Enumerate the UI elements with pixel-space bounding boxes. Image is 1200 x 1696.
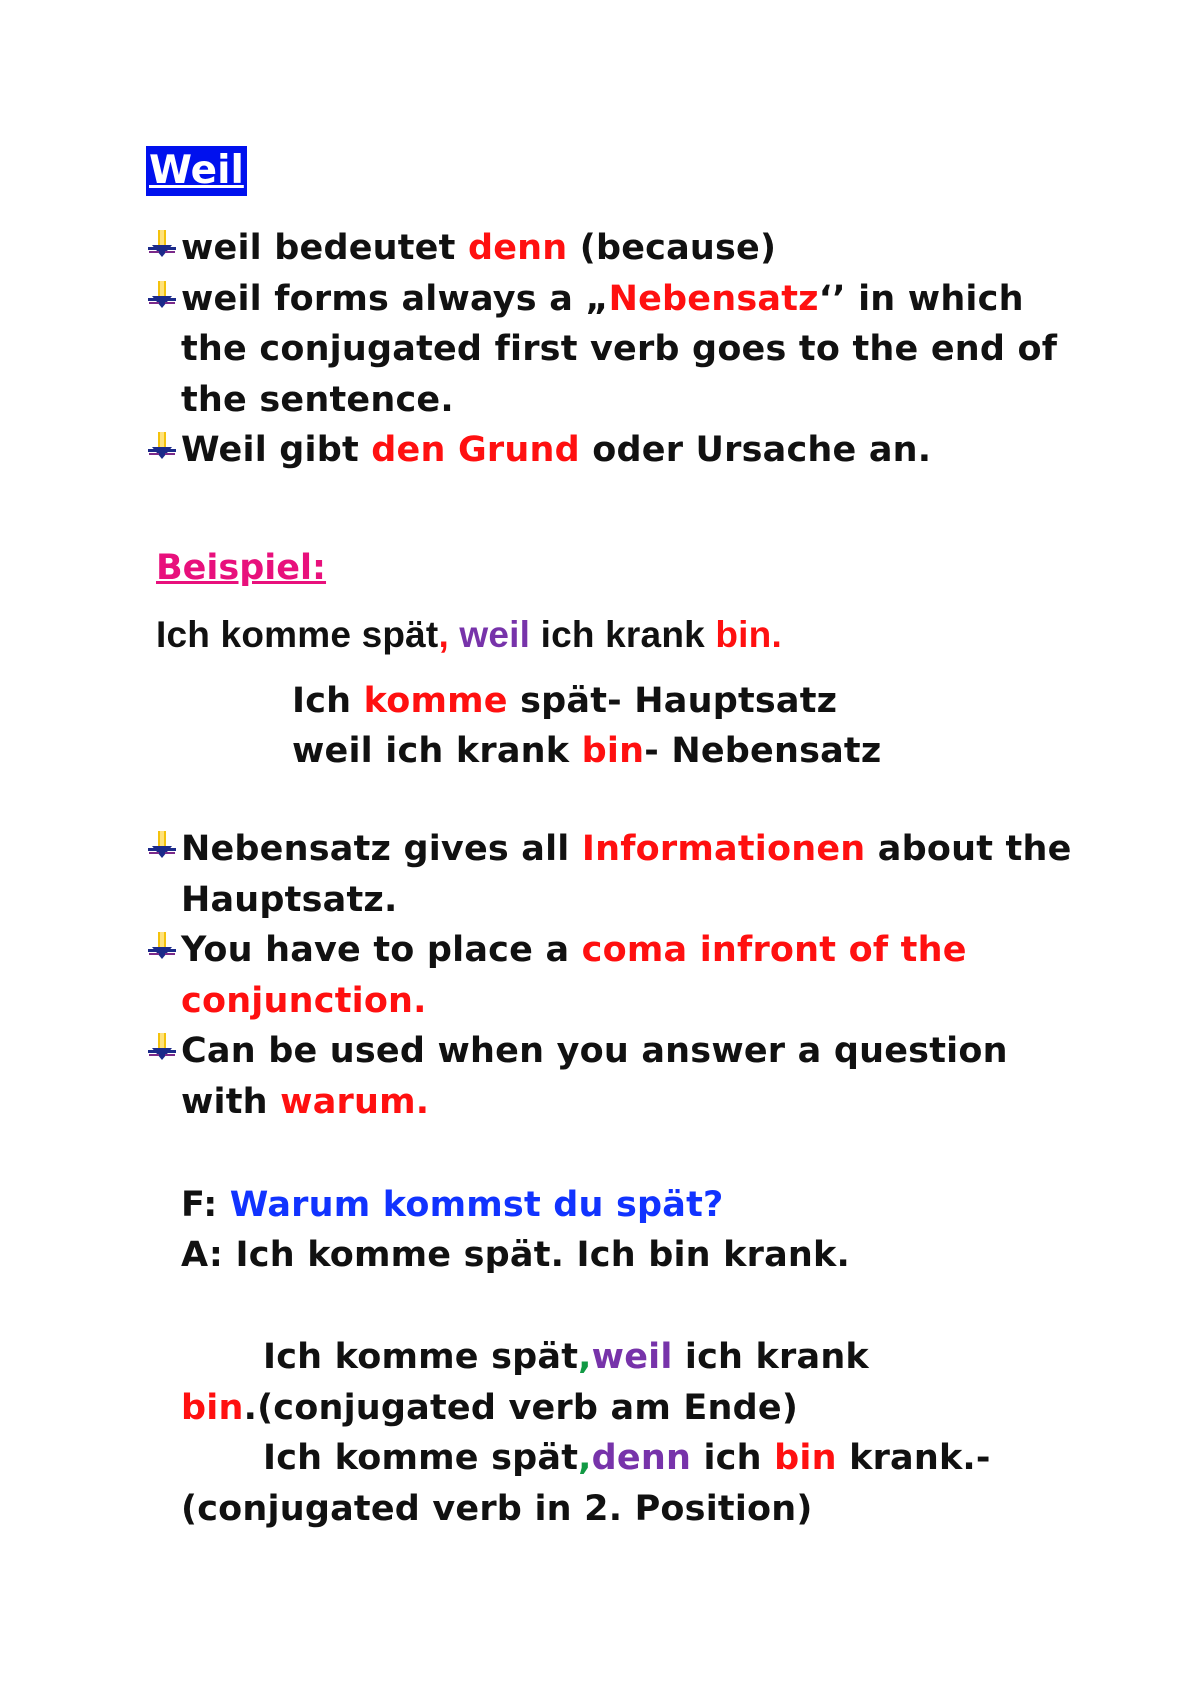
text-line [181,875,397,925]
highlighted-text: , [578,1337,592,1377]
example-heading: Beispiel: [156,548,327,588]
text-line [263,1433,991,1483]
text-segment: A: Ich komme spät. Ich bin krank. [181,1235,851,1275]
text-segment: Hauptsatz. [181,879,398,920]
text-line [181,1077,429,1127]
highlighted-text: coma infront of the [581,930,967,970]
text-line [181,375,454,425]
text-line [156,610,782,660]
text-segment: Ich [292,681,364,721]
text-segment: You have to place a [181,930,582,970]
text-segment: ich [691,1438,775,1478]
text-segment: Ich komme spät [156,614,439,655]
text-line [181,976,427,1026]
highlighted-text: den Grund [371,430,580,470]
text-segment: Weil gibt [181,430,372,470]
highlighted-text: , [438,614,449,655]
text-segment: .(conjugated verb am Ende) [243,1388,799,1428]
text-segment: (conjugated verb in 2. Position) [181,1489,813,1529]
highlighted-text: warum. [280,1081,430,1122]
text-line [181,1026,1008,1076]
highlighted-text: bin [581,731,645,771]
text-segment: (because) [567,228,777,268]
text-segment: Can be used when you answer a question [181,1031,1008,1071]
arrow-down-bullet-icon [146,931,178,965]
text-segment: spät- Hauptsatz [507,681,838,721]
text-segment: - Nebensatz [644,731,882,771]
highlighted-text: denn [467,228,568,268]
text-segment: Ich komme spät [263,1337,579,1377]
text-segment: the conjugated first verb goes to the end of [181,329,1058,369]
arrow-down-bullet-icon [146,431,178,465]
highlighted-text: bin [181,1388,244,1428]
text-line [181,274,1024,324]
text-segment: krank.- [836,1438,991,1478]
highlighted-text: Informationen [581,829,866,869]
text-line [292,726,881,776]
highlighted-text: Nebensatz [608,278,819,319]
text-line [292,676,837,726]
arrow-down-bullet-icon [146,1032,178,1066]
highlighted-text: , [578,1438,592,1478]
highlighted-text: weil [448,614,531,655]
highlighted-text: denn [591,1438,692,1478]
text-line [181,824,1072,874]
text-segment: with [181,1081,281,1122]
text-line [181,1484,813,1534]
text-segment: weil forms always a „ [181,278,609,319]
text-line [181,425,931,475]
text-segment: ich krank [672,1337,869,1377]
page-title: Weil [146,146,247,196]
highlighted-text: bin [774,1438,837,1478]
highlighted-text: komme [363,681,508,721]
text-line [181,324,1057,374]
text-line [181,1383,798,1433]
arrow-down-bullet-icon [146,229,178,263]
highlighted-text: conjunction. [181,980,427,1021]
text-segment: Ich komme spät [263,1438,579,1478]
text-segment: ich krank [530,614,716,655]
text-segment: weil bedeutet [181,228,468,268]
arrow-down-bullet-icon [146,830,178,864]
text-line [263,1332,869,1382]
text-segment: F: [181,1185,230,1225]
arrow-down-bullet-icon [146,280,178,314]
text-line [181,925,967,975]
highlighted-text: Warum kommst du spät? [229,1185,724,1225]
text-segment: about the [865,829,1072,869]
highlighted-text: weil [591,1337,673,1377]
text-line [181,1230,850,1280]
highlighted-text: bin. [715,614,782,655]
text-segment: weil ich krank [292,731,582,771]
text-segment: the sentence. [181,379,454,420]
text-line [181,223,776,273]
text-segment: oder Ursache an. [579,430,932,470]
text-segment: ‘’ in which [818,278,1024,319]
text-line [181,1180,724,1230]
text-segment: Nebensatz gives all [181,829,582,869]
